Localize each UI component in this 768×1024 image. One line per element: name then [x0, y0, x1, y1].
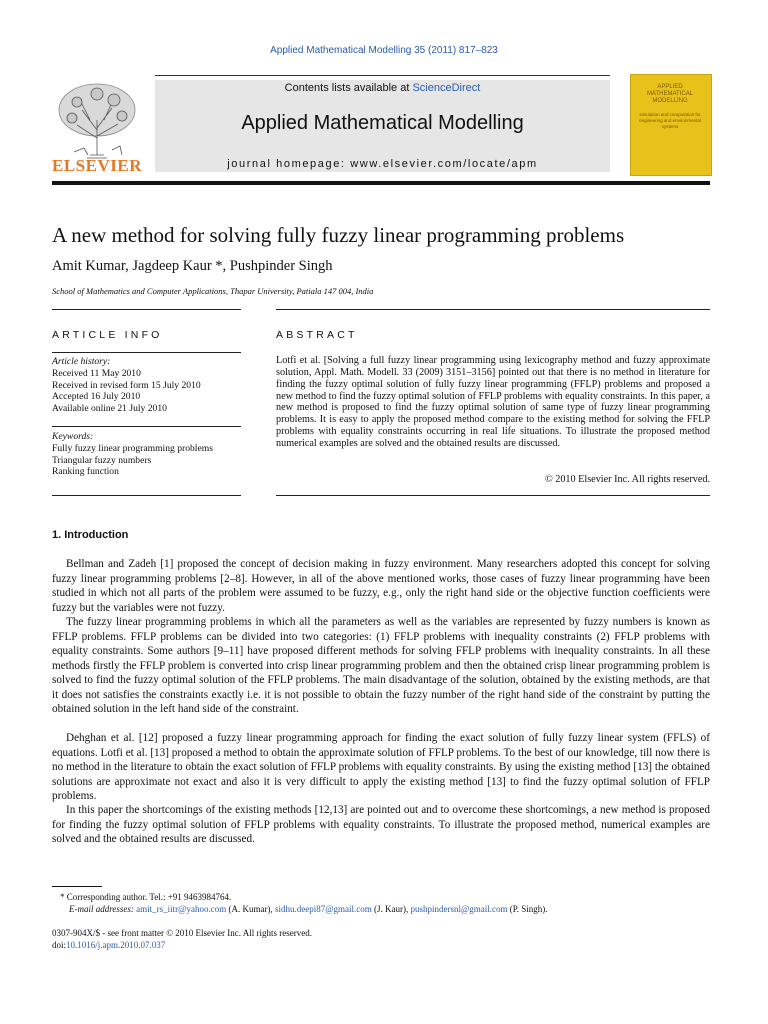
article-history — [52, 356, 242, 415]
divider — [52, 426, 241, 427]
keyword-item: Fully fuzzy linear programming problems — [52, 442, 213, 454]
email-link[interactable]: pushpindersnl@gmail.com — [410, 904, 508, 914]
doi-line — [52, 940, 165, 950]
cover-subtitle: simulation and computation for engineering and environmental systems — [639, 112, 701, 129]
keyword-item: Ranking function — [52, 466, 119, 478]
email-link[interactable]: sidhu.deepi87@gmail.com — [274, 904, 372, 914]
divider — [52, 495, 241, 496]
intro-paragraph: Bellman and Zadeh [1] proposed the concept of decision making in fuzzy environment. Many researchers adopted this concept for solving fuzzy linear programming problems [2–8]. However, in all of the above mentioned works, those cases of fuzzy linear programming have been studied in which not all parts of the problem were assumed to be fuzzy, e.g., only the right hand side or the objective function coefficients were fuzzy but the variables were not fuzzy. — [52, 558, 710, 614]
history-item: Available online 21 July 2010 — [52, 403, 167, 415]
paper-title: A new method for solving fully fuzzy linear programming problems — [52, 223, 625, 247]
email-addresses — [52, 903, 548, 915]
divider — [52, 309, 241, 310]
header-divider — [155, 75, 610, 76]
contents-line — [155, 82, 610, 94]
email-owner: (A. Kumar), — [226, 904, 275, 914]
abstract-copyright: © 2010 Elsevier Inc. All rights reserved. — [544, 474, 710, 485]
email-label: E-mail addresses: — [69, 904, 137, 914]
intro-paragraph: The fuzzy linear programming problems in which all the parameters as well as the variables are represented by fuzzy numbers is known as FFLP problems. FFLP problems can be divided into two categories: (1) FFLP problems with inequality constraints (2) FFLP problems with equality constraints. Some authors [9–11] have proposed different methods for solving FFLP problems with inequality constraints. In all these methods firstly the FFLP problem is converted into crisp linear programming problem and then the obtained crisp linear programming problem is solved to find the fuzzy optimal solution of the FFLP problems. The main disadvantage of the solution, obtained by the existing methods, are that it does not satisfies the constraints exactly i.e. it is not possible to obtain the fuzzy number of the right hand side of the constraint by putting the obtained solution in the left hand side of the constraint. — [52, 616, 710, 715]
divider — [52, 352, 241, 353]
email-owner: (J. Kaur), — [371, 904, 411, 914]
history-item: Received in revised form 15 July 2010 — [52, 379, 201, 391]
doi-prefix: doi: — [52, 940, 67, 950]
sciencedirect-link[interactable]: ScienceDirect — [412, 82, 481, 94]
section-heading: 1. Introduction — [52, 529, 129, 541]
email-owner: (P. Singh). — [507, 904, 548, 914]
elsevier-wordmark: ELSEVIER — [52, 156, 142, 175]
keyword-item: Triangular fuzzy numbers — [52, 454, 152, 466]
email-link[interactable]: amit_rs_iitr@yahoo.com — [136, 904, 227, 914]
journal-title: Applied Mathematical Modelling — [241, 112, 524, 134]
header-thick-rule — [52, 181, 710, 185]
history-label: Article history: — [52, 356, 111, 367]
journal-homepage[interactable]: journal homepage: www.elsevier.com/locate/apm — [227, 158, 538, 170]
author-list: Amit Kumar, Jagdeep Kaur *, Pushpinder Singh — [52, 258, 333, 274]
abstract-heading: ABSTRACT — [276, 329, 358, 341]
journal-citation[interactable]: Applied Mathematical Modelling 35 (2011) 817–823 — [270, 45, 498, 56]
intro-paragraph: Dehghan et al. [12] proposed a fuzzy linear programming approach for finding the exact solution of fully fuzzy linear system (FFLS) of equations. Lotfi et al. [13] proposed a method to obtain the approximate solution of FFLP problems. To the best of our knowledge, till now there is no method in the literature to obtain the exact solution of FFLP problems with equality constraints. By using the existing method [13] the obtained solutions are approximate not exact and also it is very difficult to apply the existing method [13] to find the fuzzy optimal solution of FFLP problems. — [52, 732, 710, 802]
footnote-rule — [52, 886, 102, 887]
divider — [276, 309, 710, 310]
history-item: Received 11 May 2010 — [52, 367, 141, 379]
contents-prefix: Contents lists available at — [284, 82, 413, 94]
cover-title: APPLIED MATHEMATICAL MODELLING — [646, 84, 694, 104]
keywords — [52, 431, 242, 478]
doi-link[interactable]: 10.1016/j.apm.2010.07.037 — [66, 940, 166, 950]
intro-paragraph: In this paper the shortcomings of the existing methods [12,13] are pointed out and to overcome these shortcomings, a new method is proposed for finding the fuzzy optimal solution of FFLP problems with equality constraints. To illustrate the proposed method, numerical examples are solved and the obtained results are discussed. — [52, 804, 710, 845]
abstract-text: Lotfi et al. [Solving a full fuzzy linear programming using lexicography method and fuzzy approximate solution, Appl. Math. Modell. 33 (2009) 3151–3156] pointed out that there is no method in literature for finding the fuzzy optimal solution of fully fuzzy linear programming (FFLP) problems and proposed a new method to find the fuzzy optimal solution of FFLP problems with equality constraints. In this paper, a new method is proposed to find the fuzzy optimal solution of same type of fuzzy linear programming problems. It is easy to apply the proposed method compare to the existing method for solving the FFLP problems with equality constraints occurring in real life situations. To illustrate the proposed method numerical examples are solved and the obtained results are discussed. — [276, 355, 710, 449]
article-info-heading: ARTICLE INFO — [52, 329, 163, 341]
keywords-label: Keywords: — [52, 431, 94, 442]
history-item: Accepted 16 July 2010 — [52, 391, 141, 403]
front-matter-line: 0307-904X/$ - see front matter © 2010 Elsevier Inc. All rights reserved. — [52, 928, 313, 938]
corresponding-author-note: * Corresponding author. Tel.: +91 9463984764. — [60, 892, 232, 902]
affiliation: School of Mathematics and Computer Applications, Thapar University, Patiala 147 004, India — [52, 286, 374, 296]
divider — [276, 495, 710, 496]
